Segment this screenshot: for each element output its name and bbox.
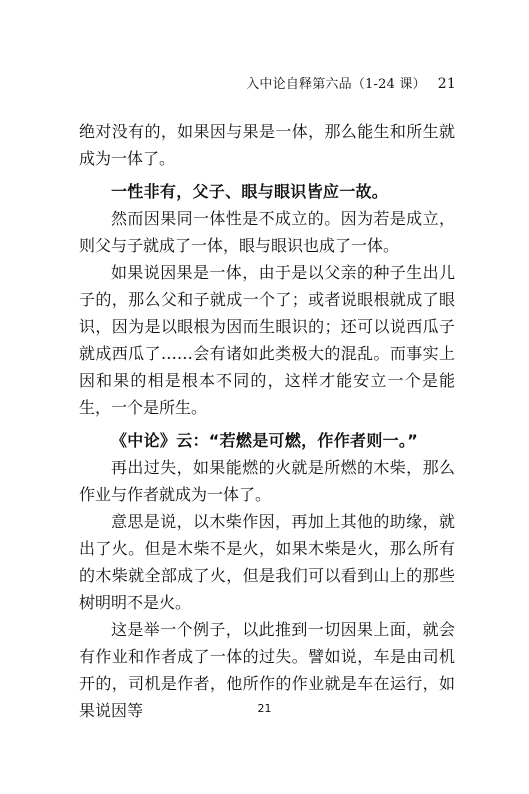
header-page-number: 21 [437,76,456,92]
footer-page-number: 21 [257,702,272,715]
paragraph: 然而因果同一体性是不成立的。因为若是成立，则父与子就成了一体，眼与眼识也成了一体。 [79,209,455,255]
scripture-quote: 一性非有，父子、眼与眼识皆应一故。 [111,182,389,201]
paragraph: 这是举一个例子，以此推到一切因果上面，就会有作业和作者成了一体的过失。譬如说，车是由司机开的，司机是作者，他所作的作业就是车在运行，如果说因等 [79,620,455,720]
page-footer [0,702,529,715]
paragraph: 再出过失，如果能燃的火就是所燃的木柴，那么作业与作者就成为一体了。 [79,458,455,504]
header-title: 入中论自释第六品（1-24 课） [246,77,426,92]
paragraph: 意思是说，以木柴作因，再加上其他的助缘，就出了火。但是木柴不是火，如果木柴是火，那么所有的木柴就全部成了火，但是我们可以看到山上的那些树明明不是火。 [79,512,455,612]
running-header [0,76,456,93]
paragraph: 绝对没有的，如果因与果是一体，那么能生和所生就成为一体了。 [79,122,455,168]
paragraph: 如果说因果是一体，由于是以父亲的种子生出儿子的，那么父和子就成一个了；或者说眼根就成了眼识，因为是以眼根为因而生眼识的；还可以说西瓜子就成西瓜了……会有诸如此类极大的混乱。而事实上因和果的相是根本不同的，这样才能安立一个是能生，一个是所生。 [79,263,455,417]
page-body [79,118,455,724]
scripture-quote: 《中论》云：“若燃是可燃，作作者则一。” [111,431,419,450]
